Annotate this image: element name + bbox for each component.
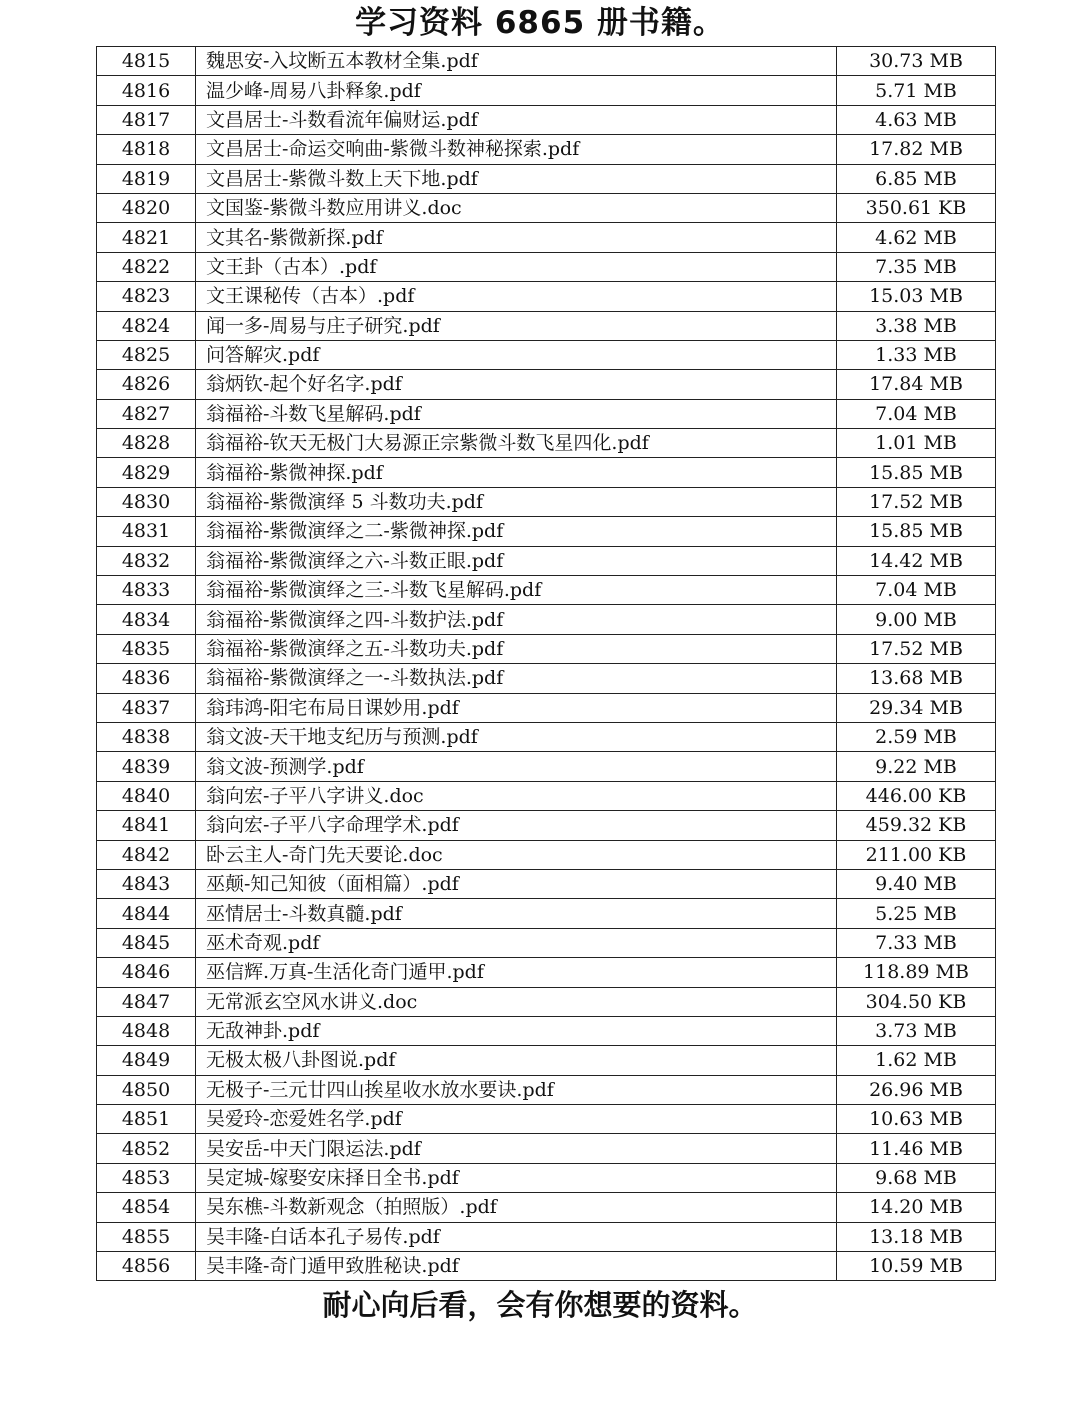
table-row [97, 399, 996, 428]
book-filename: 巫情居士-斗数真髓.pdf [196, 899, 837, 928]
book-filename: 文王课秘传（古本）.pdf [196, 282, 837, 311]
book-filesize: 15.85 MB [837, 517, 996, 546]
book-number: 4855 [97, 1222, 196, 1251]
table-row [97, 193, 996, 222]
book-filename: 巫信辉.万真-生活化奇门遁甲.pdf [196, 958, 837, 987]
book-number: 4816 [97, 76, 196, 105]
book-filename: 翁福裕-紫微演绎之四-斗数护法.pdf [196, 605, 837, 634]
table-row [97, 869, 996, 898]
book-number: 4825 [97, 340, 196, 369]
book-filename: 吴东樵-斗数新观念（拍照版）.pdf [196, 1193, 837, 1222]
book-filename: 翁福裕-紫微演绎之二-紫微神探.pdf [196, 517, 837, 546]
book-filename: 魏思安-入坟断五本教材全集.pdf [196, 47, 837, 76]
table-row [97, 311, 996, 340]
book-number: 4836 [97, 664, 196, 693]
book-filesize: 14.42 MB [837, 546, 996, 575]
table-row [97, 634, 996, 663]
book-filesize: 1.01 MB [837, 429, 996, 458]
book-number: 4827 [97, 399, 196, 428]
table-row [97, 1252, 996, 1281]
book-number: 4835 [97, 634, 196, 663]
book-filesize: 9.00 MB [837, 605, 996, 634]
book-number: 4820 [97, 193, 196, 222]
book-number: 4829 [97, 458, 196, 487]
book-filesize: 15.03 MB [837, 282, 996, 311]
book-filesize: 350.61 KB [837, 193, 996, 222]
table-row [97, 340, 996, 369]
table-row [97, 840, 996, 869]
book-filesize: 13.68 MB [837, 664, 996, 693]
book-number: 4815 [97, 47, 196, 76]
table-row [97, 1046, 996, 1075]
book-filename: 翁福裕-钦天无极门大易源正宗紫微斗数飞星四化.pdf [196, 429, 837, 458]
book-filesize: 9.40 MB [837, 869, 996, 898]
table-row [97, 546, 996, 575]
book-filesize: 13.18 MB [837, 1222, 996, 1251]
table-row [97, 664, 996, 693]
footer-note: 耐心向后看，会有你想要的资料。 [322, 1288, 758, 1322]
table-row [97, 458, 996, 487]
book-filename: 翁文波-预测学.pdf [196, 752, 837, 781]
table-row [97, 1222, 996, 1251]
book-filename: 巫颠-知己知彼（面相篇）.pdf [196, 869, 837, 898]
table-row [97, 252, 996, 281]
book-number: 4846 [97, 958, 196, 987]
book-number: 4848 [97, 1016, 196, 1045]
book-filename: 翁福裕-紫微演绎之五-斗数功夫.pdf [196, 634, 837, 663]
book-filename: 翁福裕-紫微演绎 5 斗数功夫.pdf [196, 487, 837, 516]
table-row [97, 693, 996, 722]
book-number: 4819 [97, 164, 196, 193]
book-number: 4838 [97, 722, 196, 751]
book-filesize: 26.96 MB [837, 1075, 996, 1104]
book-filename: 翁向宏-子平八字讲义.doc [196, 781, 837, 810]
book-number: 4830 [97, 487, 196, 516]
book-filename: 翁福裕-斗数飞星解码.pdf [196, 399, 837, 428]
book-filename: 文昌居士-斗数看流年偏财运.pdf [196, 105, 837, 134]
table-row [97, 899, 996, 928]
book-filesize: 459.32 KB [837, 811, 996, 840]
book-filesize: 11.46 MB [837, 1134, 996, 1163]
book-filesize: 7.04 MB [837, 576, 996, 605]
book-filename: 闻一多-周易与庄子研究.pdf [196, 311, 837, 340]
book-filesize: 29.34 MB [837, 693, 996, 722]
book-number: 4850 [97, 1075, 196, 1104]
book-filesize: 1.33 MB [837, 340, 996, 369]
book-filesize: 5.25 MB [837, 899, 996, 928]
book-filesize: 304.50 KB [837, 987, 996, 1016]
table-row [97, 487, 996, 516]
book-filesize: 9.22 MB [837, 752, 996, 781]
book-filename: 翁向宏-子平八字命理学术.pdf [196, 811, 837, 840]
book-filesize: 4.62 MB [837, 223, 996, 252]
table-row [97, 1163, 996, 1192]
table-row [97, 958, 996, 987]
book-filesize: 17.82 MB [837, 135, 996, 164]
book-number: 4854 [97, 1193, 196, 1222]
table-row [97, 282, 996, 311]
table-row [97, 429, 996, 458]
book-filename: 无极子-三元廿四山挨星收水放水要诀.pdf [196, 1075, 837, 1104]
book-filesize: 118.89 MB [837, 958, 996, 987]
table-row [97, 1016, 996, 1045]
book-filename: 文昌居士-紫微斗数上天下地.pdf [196, 164, 837, 193]
book-filesize: 5.71 MB [837, 76, 996, 105]
book-number: 4828 [97, 429, 196, 458]
page-title: 学习资料 6865 册书籍。 [355, 5, 725, 41]
table-row [97, 105, 996, 134]
table-row [97, 47, 996, 76]
table-row [97, 1193, 996, 1222]
book-filesize: 7.33 MB [837, 928, 996, 957]
book-number: 4839 [97, 752, 196, 781]
book-filesize: 1.62 MB [837, 1046, 996, 1075]
book-filesize: 17.52 MB [837, 634, 996, 663]
book-filesize: 30.73 MB [837, 47, 996, 76]
table-row [97, 517, 996, 546]
book-number: 4834 [97, 605, 196, 634]
book-filesize: 10.63 MB [837, 1105, 996, 1134]
book-filesize: 17.84 MB [837, 370, 996, 399]
book-filename: 文其名-紫微新探.pdf [196, 223, 837, 252]
book-filesize: 4.63 MB [837, 105, 996, 134]
book-number: 4853 [97, 1163, 196, 1192]
book-filename: 吴定城-嫁娶安床择日全书.pdf [196, 1163, 837, 1192]
book-number: 4824 [97, 311, 196, 340]
table-row [97, 1105, 996, 1134]
book-number: 4851 [97, 1105, 196, 1134]
table-row [97, 1075, 996, 1104]
book-number: 4818 [97, 135, 196, 164]
book-filename: 翁福裕-紫微演绎之一-斗数执法.pdf [196, 664, 837, 693]
book-filename: 文昌居士-命运交响曲-紫微斗数神秘探索.pdf [196, 135, 837, 164]
book-filesize: 3.73 MB [837, 1016, 996, 1045]
book-filename: 翁文波-天干地支纪历与预测.pdf [196, 722, 837, 751]
book-filename: 吴丰隆-白话本孔子易传.pdf [196, 1222, 837, 1251]
book-filename: 翁玮鸿-阳宅布局日课妙用.pdf [196, 693, 837, 722]
book-filename: 温少峰-周易八卦释象.pdf [196, 76, 837, 105]
book-filename: 吴安岳-中天门限运法.pdf [196, 1134, 837, 1163]
book-number: 4849 [97, 1046, 196, 1075]
book-filesize: 9.68 MB [837, 1163, 996, 1192]
table-row [97, 223, 996, 252]
table-row [97, 135, 996, 164]
book-filesize: 6.85 MB [837, 164, 996, 193]
book-filesize: 7.35 MB [837, 252, 996, 281]
book-filename: 翁福裕-紫微神探.pdf [196, 458, 837, 487]
book-number: 4831 [97, 517, 196, 546]
book-number: 4826 [97, 370, 196, 399]
table-row [97, 722, 996, 751]
book-filesize: 15.85 MB [837, 458, 996, 487]
book-filename: 问答解灾.pdf [196, 340, 837, 369]
book-number: 4840 [97, 781, 196, 810]
book-number: 4821 [97, 223, 196, 252]
book-number: 4856 [97, 1252, 196, 1281]
book-filename: 无极太极八卦图说.pdf [196, 1046, 837, 1075]
table-row [97, 164, 996, 193]
book-filename: 无常派玄空风水讲义.doc [196, 987, 837, 1016]
table-row [97, 370, 996, 399]
book-filesize: 7.04 MB [837, 399, 996, 428]
book-number: 4823 [97, 282, 196, 311]
book-number: 4833 [97, 576, 196, 605]
book-filename: 吴丰隆-奇门遁甲致胜秘诀.pdf [196, 1252, 837, 1281]
book-number: 4852 [97, 1134, 196, 1163]
book-number: 4843 [97, 869, 196, 898]
book-number: 4837 [97, 693, 196, 722]
book-number: 4847 [97, 987, 196, 1016]
book-filesize: 2.59 MB [837, 722, 996, 751]
book-list-table [96, 46, 996, 1281]
table-row [97, 76, 996, 105]
book-filesize: 446.00 KB [837, 781, 996, 810]
table-row [97, 987, 996, 1016]
book-filesize: 17.52 MB [837, 487, 996, 516]
book-filename: 吴爱玲-恋爱姓名学.pdf [196, 1105, 837, 1134]
book-filename: 卧云主人-奇门先天要论.doc [196, 840, 837, 869]
table-row [97, 576, 996, 605]
book-filesize: 3.38 MB [837, 311, 996, 340]
table-row [97, 605, 996, 634]
book-filesize: 211.00 KB [837, 840, 996, 869]
book-number: 4822 [97, 252, 196, 281]
book-number: 4844 [97, 899, 196, 928]
book-filename: 无敌神卦.pdf [196, 1016, 837, 1045]
book-number: 4842 [97, 840, 196, 869]
table-row [97, 781, 996, 810]
book-filename: 文国鉴-紫微斗数应用讲义.doc [196, 193, 837, 222]
book-number: 4832 [97, 546, 196, 575]
book-filename: 翁福裕-紫微演绎之六-斗数正眼.pdf [196, 546, 837, 575]
book-number: 4841 [97, 811, 196, 840]
book-filesize: 14.20 MB [837, 1193, 996, 1222]
table-row [97, 752, 996, 781]
table-row [97, 928, 996, 957]
book-number: 4845 [97, 928, 196, 957]
table-row [97, 1134, 996, 1163]
table-row [97, 811, 996, 840]
book-list-body [97, 47, 996, 1281]
book-filesize: 10.59 MB [837, 1252, 996, 1281]
book-filename: 翁炳钦-起个好名字.pdf [196, 370, 837, 399]
book-filename: 巫术奇观.pdf [196, 928, 837, 957]
book-filename: 文王卦（古本）.pdf [196, 252, 837, 281]
book-number: 4817 [97, 105, 196, 134]
book-filename: 翁福裕-紫微演绎之三-斗数飞星解码.pdf [196, 576, 837, 605]
